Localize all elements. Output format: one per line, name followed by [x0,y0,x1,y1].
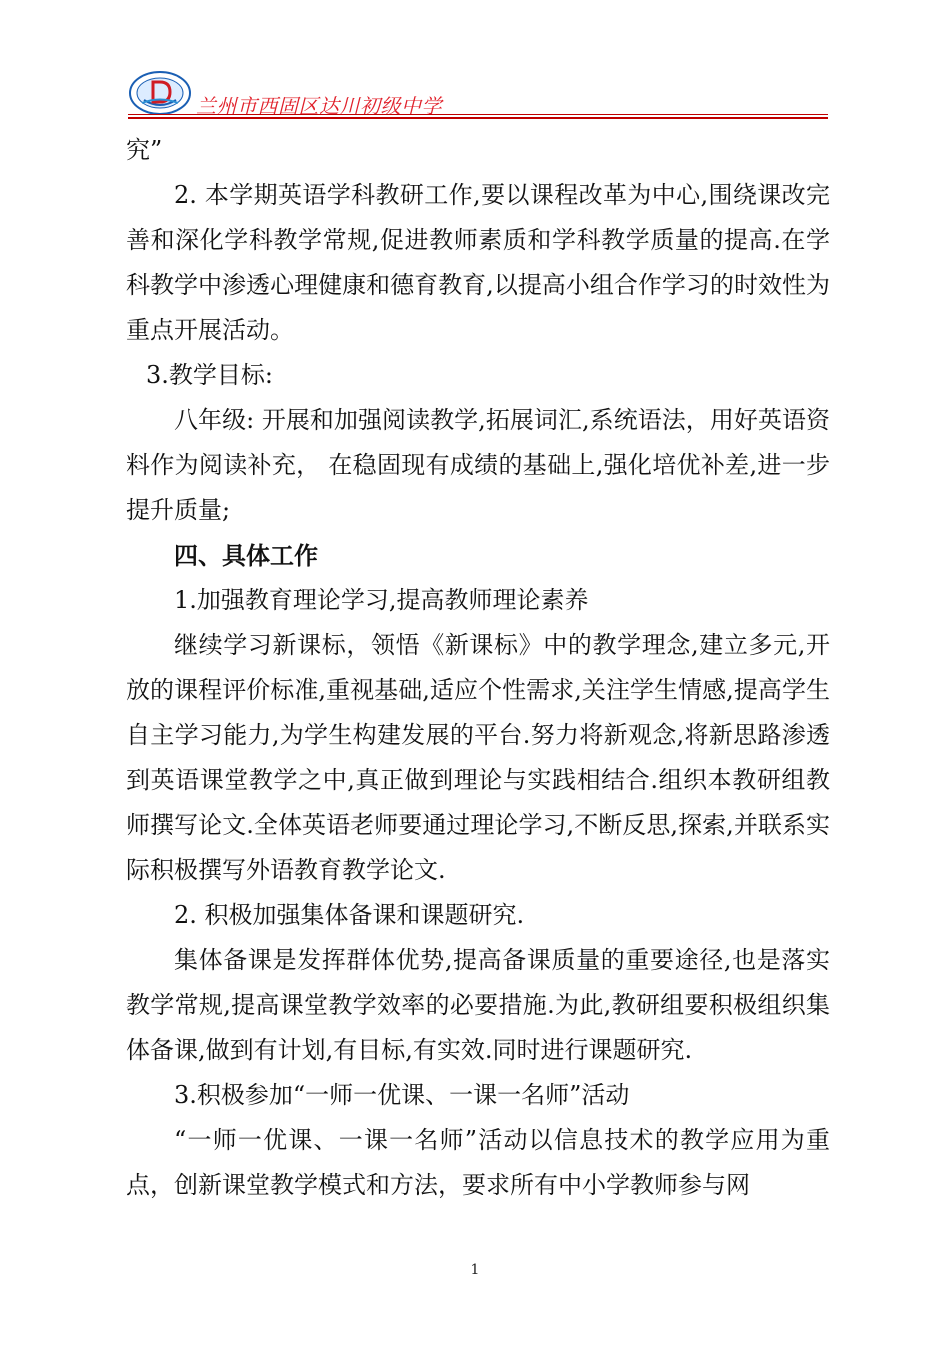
paragraph-one-teacher-one-lesson: “一师一优课、一课一名师”活动以信息技术的教学应用为重点，创新课堂教学模式和方法，要求所有中小学教师参与网 [126,1126,830,1199]
page-number: 1 [470,1262,480,1278]
paragraph-teaching-goals: 3.教学目标: [146,361,273,389]
subheading-one-teacher-one-lesson: 3.积极参加“一师一优课、一课一名师”活动 [174,1081,630,1109]
page-header [128,70,828,120]
paragraph-theory-study: 继续学习新课标，领悟《新课标》中的教学理念,建立多元,开放的课程评价标准,重视基础,适应个性需求,关注学生情感,提高学生自主学习能力,为学生构建发展的平台.努力将新观念,将新思路渗透到英语课堂教学之中,真正做到理论与实践相结合.组织本教研组教师撰写论文.全体英语老师要通过理论学习,不断反思,探索,并联系实际积极撰写外语教育教学论文. [126,631,830,884]
section-heading-specific-work: 四、具体工作 [174,541,318,570]
school-name: 兰州市西固区达川初级中学 [196,94,442,118]
paragraph-collective-lesson-prep: 集体备课是发挥群体优势,提高备课质量的重要途径,也是落实教学常规,提高课堂教学效率的必要措施.为此,教研组要积极组织集体备课,做到有计划,有目标,有实效.同时进行课题研究. [126,946,830,1064]
paragraph-item-2: 2. 本学期英语学科教研工作,要以课程改革为中心,围绕课改完善和深化学科教学常规,促进教师素质和学科教学质量的提高.在学科教学中渗透心理健康和德育教育,以提高小组合作学习的时效性为重点开展活动。 [126,181,830,344]
subheading-theory-study: 1.加强教育理论学习,提高教师理论素养 [174,586,589,614]
subheading-collective-lesson-prep: 2. 积极加强集体备课和课题研究. [174,901,525,929]
paragraph-continuation: 究” [126,136,163,164]
body-text [126,128,830,1208]
paragraph-grade-eight: 八年级: 开展和加强阅读教学,拓展词汇,系统语法，用好英语资料作为阅读补充， 在稳固现有成绩的基础上,强化培优补差,进一步提升质量; [126,406,830,524]
header-rule [128,114,828,119]
school-emblem-icon [128,70,192,116]
